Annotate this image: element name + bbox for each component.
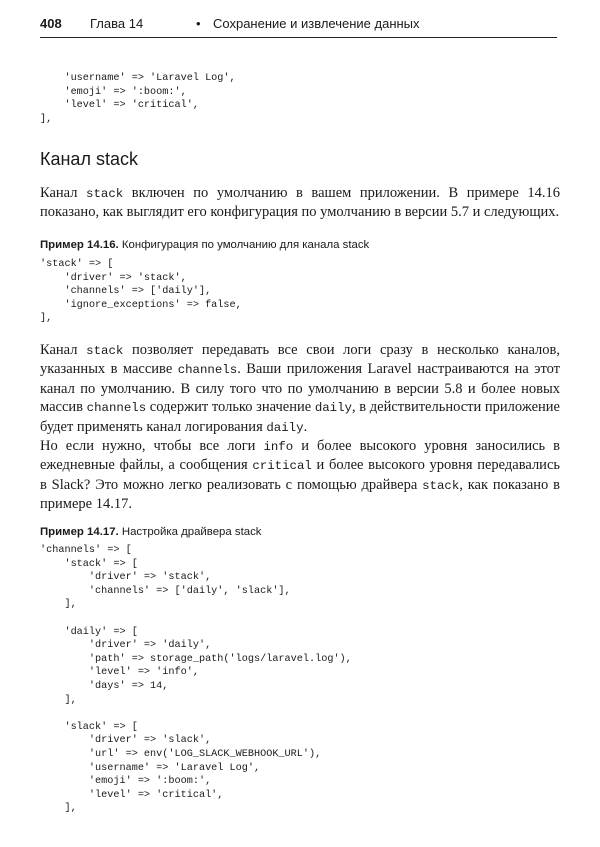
paragraph-stack-description: Канал stack позволяет передавать все свои логи сразу в несколько каналов, указанных в массиве channels. Ваши приложения Laravel настраиваются на этот канал по умолчанию. В силу того что по умолчанию в версии 5.8 и более новых массив channels содержит только значение daily, в действительности приложение будет применять канал логирования daily. [40, 342, 560, 435]
paragraph-slack-scenario: Но если нужно, чтобы все логи info и более высокого уровня заносились в ежедневные файлы, а сообщения critical и более высокого уровня передавались в Slack? Это можно легко реализовать с помощью драйвера stack, как показано в примере 14.17. [40, 438, 561, 513]
example-number: Пример 14.17. [40, 526, 119, 538]
example-number: Пример 14.16. [40, 239, 119, 251]
header-rule [40, 37, 557, 38]
paragraph-intro: Канал stack включен по умолчанию в вашем приложении. В примере 14.16 показано, как выглядит его конфигурация по умолчанию в версии 5.7 и следующих. [40, 185, 560, 221]
code-block-example-14-17: 'channels' => [ 'stack' => [ 'driver' => 'stack', 'channels' => ['daily', 'slack'], ], 'daily' => [ 'driver' => 'daily', 'path' => storage_path('logs/laravel.log'), 'level' => 'info', 'days' => 14, ], 'slack' => [ 'driver' => 'slack', 'url' => env('LOG_SLACK_WEBHOOK_URL'), 'username' => 'Laravel Log', 'emoji' => ':boom:', 'level' => 'critical', ], [40, 545, 352, 815]
page-number: 408 [40, 16, 62, 31]
inline-code: stack [86, 187, 124, 201]
example-title: Конфигурация по умолчанию для канала stack [121, 239, 370, 251]
header-bullet: • [196, 16, 201, 31]
example-caption [40, 239, 369, 251]
example-caption [40, 526, 261, 538]
code-block-example-14-16: 'stack' => [ 'driver' => 'stack', 'channels' => ['daily'], 'ignore_exceptions' => false, ], [40, 259, 242, 325]
chapter-title: Сохранение и извлечение данных [213, 16, 420, 31]
example-title: Настройка драйвера stack [121, 526, 262, 538]
chapter-label: Глава 14 [90, 16, 144, 31]
section-title: Канал stack [40, 149, 138, 169]
code-block-continuation: 'username' => 'Laravel Log', 'emoji' => ':boom:', 'level' => 'critical', ], [40, 73, 236, 125]
running-header [40, 16, 557, 36]
